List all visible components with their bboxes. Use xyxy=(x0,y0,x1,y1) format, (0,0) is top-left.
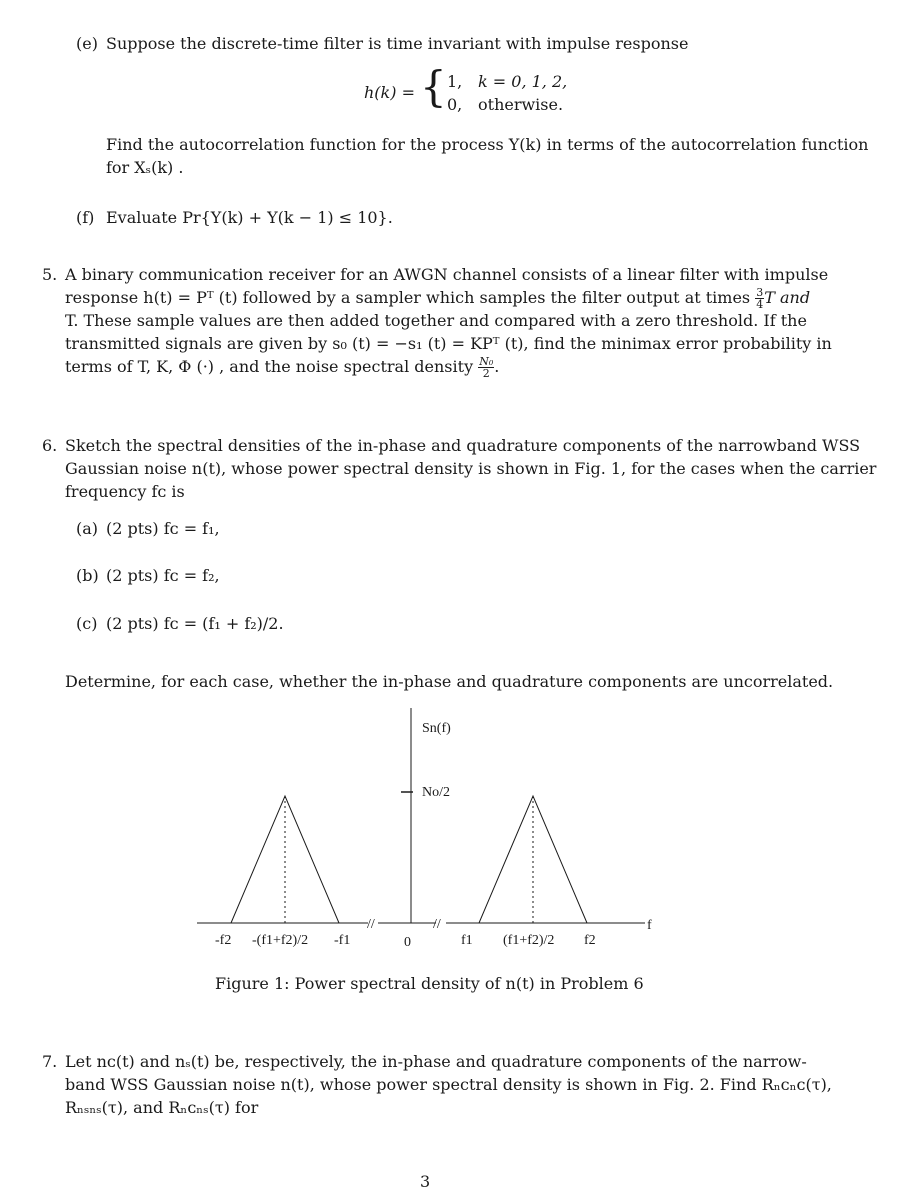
problem7-line3: Rₙₛₙₛ(τ), and Rₙᴄₙₛ(τ) for xyxy=(65,1098,259,1117)
tick-label: f2 xyxy=(584,933,596,948)
y-axis-label: Sn(f) xyxy=(422,721,451,736)
case1-condition: k = 0, 1, 2, xyxy=(478,72,568,91)
n0-num: N₀ xyxy=(479,355,494,368)
problem6-number: 6. xyxy=(42,436,58,455)
problem5-line2 xyxy=(65,286,810,310)
problem5-line2a: response h(t) = Pᵀ (t) followed by a sampler which samples the filter output at times xyxy=(65,288,751,307)
problem5-line5b: . xyxy=(494,357,500,376)
cases-brace: { xyxy=(420,62,447,111)
item-e-find-line1: Find the autocorrelation function for the process Y(k) in terms of the autocorrelation function xyxy=(106,135,869,154)
tick-label: f1 xyxy=(461,933,473,948)
case2-condition: otherwise. xyxy=(478,95,564,114)
item-f-text: Evaluate Pr{Y(k) + Y(k − 1) ≤ 10}. xyxy=(106,208,393,227)
axis-break-left: // xyxy=(367,917,375,932)
axis-break-right: // xyxy=(433,917,441,932)
problem5-line5a: terms of T, K, Φ (·) , and the noise spectral density xyxy=(65,357,474,376)
problem5-line3: T. These sample values are then added together and compared with a zero threshold. If the xyxy=(65,311,807,330)
problem5-number: 5. xyxy=(42,265,58,284)
tick-label: -f2 xyxy=(215,933,232,948)
problem6-determine: Determine, for each case, whether the in-phase and quadrature components are uncorrelated. xyxy=(65,672,834,691)
part-a-label: (a) xyxy=(76,519,99,538)
problem6-line1: Sketch the spectral densities of the in-phase and quadrature components of the narrowband WSS xyxy=(65,436,861,455)
part-b-text: (2 pts) fᴄ = f₂, xyxy=(106,566,220,585)
case1-value: 1, xyxy=(447,72,463,91)
item-e-label: (e) xyxy=(76,34,98,53)
psd-triangle-right xyxy=(479,796,587,923)
frac-num: 3 xyxy=(756,286,764,299)
equation-lhs: h(k) = xyxy=(364,83,415,102)
item-f-label: (f) xyxy=(76,208,95,227)
level-label: No/2 xyxy=(422,785,450,800)
tick-label: (f1+f2)/2 xyxy=(503,933,555,948)
frac-den: 4 xyxy=(756,298,764,311)
part-c-text: (2 pts) fᴄ = (f₁ + f₂)/2. xyxy=(106,614,284,633)
part-a-text: (2 pts) fᴄ = f₁, xyxy=(106,519,220,538)
problem5-line1: A binary communication receiver for an AWGN channel consists of a linear filter with impulse xyxy=(65,265,829,284)
item-e-text: Suppose the discrete-time filter is time invariant with impulse response xyxy=(106,34,689,53)
item-e-find-line2: for Xₛ(k) . xyxy=(106,158,184,177)
n0-den: 2 xyxy=(482,367,490,380)
part-c-label: (c) xyxy=(76,614,98,633)
fraction-n0-over-2 xyxy=(478,356,494,379)
page-number: 3 xyxy=(420,1172,431,1191)
problem7-number: 7. xyxy=(42,1052,58,1071)
problem5-line4: transmitted signals are given by s₀ (t) = −s₁ (t) = KPᵀ (t), find the minimax error probability in xyxy=(65,334,832,353)
tick-label: -(f1+f2)/2 xyxy=(252,933,309,948)
problem7-line1: Let nᴄ(t) and nₛ(t) be, respectively, the in-phase and quadrature components of the narrow- xyxy=(65,1052,807,1071)
problem6-line2: Gaussian noise n(t), whose power spectral density is shown in Fig. 1, for the cases when the carrier xyxy=(65,459,877,478)
psd-figure xyxy=(0,700,912,960)
fraction-three-quarters xyxy=(755,287,764,310)
x-axis-label: f xyxy=(647,918,652,933)
problem5-line5 xyxy=(65,355,499,379)
figure-caption: Figure 1: Power spectral density of n(t) in Problem 6 xyxy=(215,974,644,993)
problem7-line2: band WSS Gaussian noise n(t), whose power spectral density is shown in Fig. 2. Find Rₙᴄₙᴄ(τ), xyxy=(65,1075,832,1094)
tick-label: -f1 xyxy=(334,933,351,948)
case2-value: 0, xyxy=(447,95,463,114)
tick-label: 0 xyxy=(404,935,411,950)
part-b-label: (b) xyxy=(76,566,99,585)
problem5-line2b: T and xyxy=(764,288,811,307)
psd-triangle-left xyxy=(231,796,339,923)
problem6-line3: frequency fᴄ is xyxy=(65,482,185,501)
